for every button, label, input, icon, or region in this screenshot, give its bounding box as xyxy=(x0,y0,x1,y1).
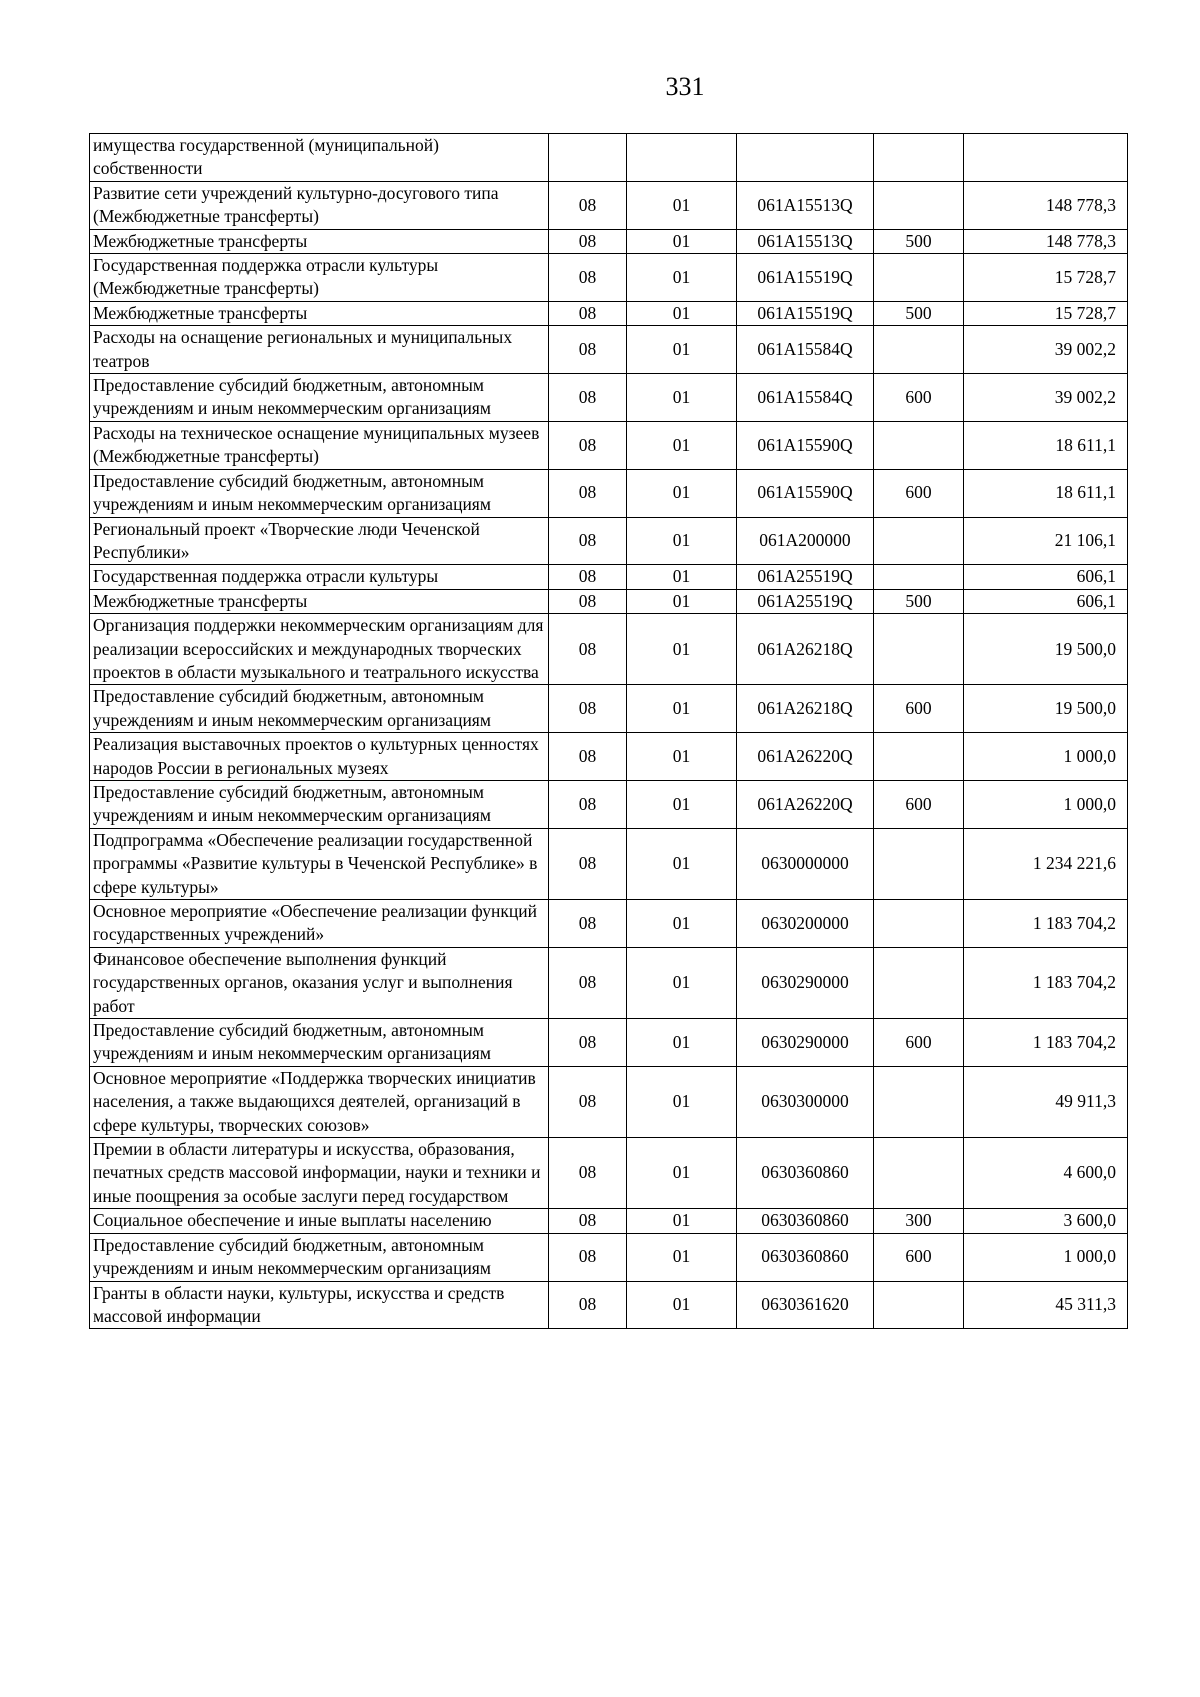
section-code-cell: 08 xyxy=(549,326,627,374)
subsection-code-cell: 01 xyxy=(627,469,737,517)
subsection-code-cell: 01 xyxy=(627,1233,737,1281)
expense-type-cell xyxy=(874,1281,964,1329)
amount-cell: 15 728,7 xyxy=(964,254,1128,302)
target-article-cell: 0630360860 xyxy=(737,1233,874,1281)
subsection-code-cell: 01 xyxy=(627,828,737,899)
section-code-cell: 08 xyxy=(549,1281,627,1329)
expense-type-cell: 600 xyxy=(874,1019,964,1067)
amount-cell: 1 234 221,6 xyxy=(964,828,1128,899)
table-row xyxy=(90,301,1128,325)
amount-cell: 148 778,3 xyxy=(964,229,1128,253)
expense-type-cell xyxy=(874,254,964,302)
table-row xyxy=(90,947,1128,1018)
subsection-code-cell: 01 xyxy=(627,733,737,781)
section-code-cell: 08 xyxy=(549,685,627,733)
amount-cell: 1 183 704,2 xyxy=(964,900,1128,948)
table-row xyxy=(90,1019,1128,1067)
item-name-cell: Предоставление субсидий бюджетным, автономным учреждениям и иным некоммерческим организациям xyxy=(90,374,549,422)
table-row xyxy=(90,565,1128,589)
expense-type-cell: 600 xyxy=(874,469,964,517)
subsection-code-cell: 01 xyxy=(627,421,737,469)
table-row xyxy=(90,181,1128,229)
subsection-code-cell: 01 xyxy=(627,685,737,733)
expense-type-cell xyxy=(874,947,964,1018)
amount-cell: 3 600,0 xyxy=(964,1209,1128,1233)
subsection-code-cell: 01 xyxy=(627,947,737,1018)
amount-cell: 18 611,1 xyxy=(964,421,1128,469)
item-name-cell: Предоставление субсидий бюджетным, автономным учреждениям и иным некоммерческим организациям xyxy=(90,1019,549,1067)
subsection-code-cell: 01 xyxy=(627,374,737,422)
section-code-cell: 08 xyxy=(549,374,627,422)
section-code-cell xyxy=(549,134,627,182)
amount-cell: 1 183 704,2 xyxy=(964,1019,1128,1067)
table-row xyxy=(90,134,1128,182)
target-article-cell: 061A15519Q xyxy=(737,254,874,302)
item-name-cell: Социальное обеспечение и иные выплаты населению xyxy=(90,1209,549,1233)
table-row xyxy=(90,1209,1128,1233)
item-name-cell: Финансовое обеспечение выполнения функций государственных органов, оказания услуг и выполнения работ xyxy=(90,947,549,1018)
item-name-cell: Предоставление субсидий бюджетным, автономным учреждениям и иным некоммерческим организациям xyxy=(90,685,549,733)
section-code-cell: 08 xyxy=(549,229,627,253)
item-name-cell: Межбюджетные трансферты xyxy=(90,301,549,325)
target-article-cell: 061A15519Q xyxy=(737,301,874,325)
subsection-code-cell: 01 xyxy=(627,326,737,374)
target-article-cell: 0630360860 xyxy=(737,1138,874,1209)
target-article-cell: 061A15513Q xyxy=(737,229,874,253)
amount-cell: 1 000,0 xyxy=(964,733,1128,781)
target-article-cell: 061A15584Q xyxy=(737,374,874,422)
amount-cell: 19 500,0 xyxy=(964,685,1128,733)
table-row xyxy=(90,589,1128,613)
section-code-cell: 08 xyxy=(549,1066,627,1137)
section-code-cell: 08 xyxy=(549,828,627,899)
target-article-cell: 061A15584Q xyxy=(737,326,874,374)
section-code-cell: 08 xyxy=(549,733,627,781)
item-name-cell: Государственная поддержка отрасли культуры xyxy=(90,565,549,589)
expense-type-cell xyxy=(874,1066,964,1137)
subsection-code-cell: 01 xyxy=(627,301,737,325)
subsection-code-cell: 01 xyxy=(627,780,737,828)
target-article-cell: 061A26218Q xyxy=(737,685,874,733)
section-code-cell: 08 xyxy=(549,301,627,325)
expense-type-cell xyxy=(874,326,964,374)
subsection-code-cell: 01 xyxy=(627,900,737,948)
subsection-code-cell: 01 xyxy=(627,589,737,613)
target-article-cell: 0630000000 xyxy=(737,828,874,899)
table-row xyxy=(90,374,1128,422)
expense-type-cell xyxy=(874,900,964,948)
item-name-cell: Подпрограмма «Обеспечение реализации государственной программы «Развитие культуры в Чеченской Республике» в сфере культуры» xyxy=(90,828,549,899)
target-article-cell: 0630361620 xyxy=(737,1281,874,1329)
target-article-cell: 061A15590Q xyxy=(737,469,874,517)
expense-type-cell xyxy=(874,565,964,589)
amount-cell: 15 728,7 xyxy=(964,301,1128,325)
item-name-cell: Премии в области литературы и искусства, образования, печатных средств массовой информации, науки и техники и иные поощрения за особые заслуги перед государством xyxy=(90,1138,549,1209)
expense-type-cell xyxy=(874,733,964,781)
target-article-cell: 061A25519Q xyxy=(737,589,874,613)
target-article-cell: 0630300000 xyxy=(737,1066,874,1137)
subsection-code-cell xyxy=(627,134,737,182)
amount-cell: 21 106,1 xyxy=(964,517,1128,565)
target-article-cell: 061A15590Q xyxy=(737,421,874,469)
target-article-cell: 0630290000 xyxy=(737,1019,874,1067)
section-code-cell: 08 xyxy=(549,780,627,828)
item-name-cell: Расходы на оснащение региональных и муниципальных театров xyxy=(90,326,549,374)
expense-type-cell: 500 xyxy=(874,589,964,613)
section-code-cell: 08 xyxy=(549,1138,627,1209)
item-name-cell: Предоставление субсидий бюджетным, автономным учреждениям и иным некоммерческим организациям xyxy=(90,469,549,517)
expense-type-cell: 600 xyxy=(874,685,964,733)
amount-cell: 148 778,3 xyxy=(964,181,1128,229)
subsection-code-cell: 01 xyxy=(627,181,737,229)
expense-type-cell: 600 xyxy=(874,1233,964,1281)
item-name-cell: Организация поддержки некоммерческим организациям для реализации всероссийских и международных творческих проектов в области музыкального и театрального искусства xyxy=(90,614,549,685)
subsection-code-cell: 01 xyxy=(627,254,737,302)
subsection-code-cell: 01 xyxy=(627,565,737,589)
item-name-cell: Основное мероприятие «Обеспечение реализации функций государственных учреждений» xyxy=(90,900,549,948)
table-body xyxy=(90,134,1128,1329)
subsection-code-cell: 01 xyxy=(627,517,737,565)
target-article-cell: 061A26220Q xyxy=(737,733,874,781)
section-code-cell: 08 xyxy=(549,900,627,948)
table-row xyxy=(90,1138,1128,1209)
target-article-cell: 0630290000 xyxy=(737,947,874,1018)
section-code-cell: 08 xyxy=(549,421,627,469)
item-name-cell: Предоставление субсидий бюджетным, автономным учреждениям и иным некоммерческим организациям xyxy=(90,780,549,828)
expense-type-cell: 600 xyxy=(874,780,964,828)
item-name-cell: Основное мероприятие «Поддержка творческих инициатив населения, а также выдающихся деятелей, организаций в сфере культуры, творческих союзов» xyxy=(90,1066,549,1137)
table-row xyxy=(90,421,1128,469)
target-article-cell: 061A15513Q xyxy=(737,181,874,229)
table-row xyxy=(90,469,1128,517)
section-code-cell: 08 xyxy=(549,517,627,565)
table-row xyxy=(90,780,1128,828)
amount-cell: 1 000,0 xyxy=(964,1233,1128,1281)
amount-cell: 1 000,0 xyxy=(964,780,1128,828)
subsection-code-cell: 01 xyxy=(627,1019,737,1067)
section-code-cell: 08 xyxy=(549,565,627,589)
table-row xyxy=(90,900,1128,948)
expense-type-cell xyxy=(874,134,964,182)
amount-cell: 49 911,3 xyxy=(964,1066,1128,1137)
subsection-code-cell: 01 xyxy=(627,1138,737,1209)
page-number: 331 xyxy=(665,72,705,101)
amount-cell: 606,1 xyxy=(964,565,1128,589)
table-row xyxy=(90,685,1128,733)
expense-type-cell xyxy=(874,614,964,685)
table-row xyxy=(90,828,1128,899)
table-row xyxy=(90,614,1128,685)
table-row xyxy=(90,1233,1128,1281)
amount-cell: 1 183 704,2 xyxy=(964,947,1128,1018)
section-code-cell: 08 xyxy=(549,947,627,1018)
amount-cell xyxy=(964,134,1128,182)
target-article-cell: 0630360860 xyxy=(737,1209,874,1233)
expense-type-cell: 500 xyxy=(874,229,964,253)
expense-type-cell xyxy=(874,181,964,229)
section-code-cell: 08 xyxy=(549,254,627,302)
expense-type-cell: 500 xyxy=(874,301,964,325)
budget-table xyxy=(89,133,1128,1329)
item-name-cell: Расходы на техническое оснащение муниципальных музеев (Межбюджетные трансферты) xyxy=(90,421,549,469)
item-name-cell: Региональный проект «Творческие люди Чеченской Республики» xyxy=(90,517,549,565)
amount-cell: 19 500,0 xyxy=(964,614,1128,685)
table-row xyxy=(90,1066,1128,1137)
item-name-cell: Развитие сети учреждений культурно-досугового типа (Межбюджетные трансферты) xyxy=(90,181,549,229)
target-article-cell xyxy=(737,134,874,182)
target-article-cell: 061A26218Q xyxy=(737,614,874,685)
section-code-cell: 08 xyxy=(549,181,627,229)
target-article-cell: 0630200000 xyxy=(737,900,874,948)
target-article-cell: 061A26220Q xyxy=(737,780,874,828)
subsection-code-cell: 01 xyxy=(627,229,737,253)
amount-cell: 39 002,2 xyxy=(964,326,1128,374)
item-name-cell: имущества государственной (муниципальной) собственности xyxy=(90,134,549,182)
section-code-cell: 08 xyxy=(549,1019,627,1067)
amount-cell: 4 600,0 xyxy=(964,1138,1128,1209)
table-row xyxy=(90,733,1128,781)
amount-cell: 606,1 xyxy=(964,589,1128,613)
table-row xyxy=(90,229,1128,253)
section-code-cell: 08 xyxy=(549,1209,627,1233)
expense-type-cell: 300 xyxy=(874,1209,964,1233)
amount-cell: 18 611,1 xyxy=(964,469,1128,517)
expense-type-cell xyxy=(874,517,964,565)
table-row xyxy=(90,326,1128,374)
target-article-cell: 061A200000 xyxy=(737,517,874,565)
expense-type-cell xyxy=(874,421,964,469)
section-code-cell: 08 xyxy=(549,589,627,613)
section-code-cell: 08 xyxy=(549,1233,627,1281)
item-name-cell: Предоставление субсидий бюджетным, автономным учреждениям и иным некоммерческим организациям xyxy=(90,1233,549,1281)
item-name-cell: Межбюджетные трансферты xyxy=(90,229,549,253)
expense-type-cell xyxy=(874,828,964,899)
subsection-code-cell: 01 xyxy=(627,1209,737,1233)
section-code-cell: 08 xyxy=(549,469,627,517)
table-row xyxy=(90,1281,1128,1329)
subsection-code-cell: 01 xyxy=(627,1066,737,1137)
subsection-code-cell: 01 xyxy=(627,1281,737,1329)
amount-cell: 39 002,2 xyxy=(964,374,1128,422)
expense-type-cell xyxy=(874,1138,964,1209)
amount-cell: 45 311,3 xyxy=(964,1281,1128,1329)
table-row xyxy=(90,254,1128,302)
item-name-cell: Межбюджетные трансферты xyxy=(90,589,549,613)
item-name-cell: Государственная поддержка отрасли культуры (Межбюджетные трансферты) xyxy=(90,254,549,302)
item-name-cell: Гранты в области науки, культуры, искусства и средств массовой информации xyxy=(90,1281,549,1329)
table-row xyxy=(90,517,1128,565)
item-name-cell: Реализация выставочных проектов о культурных ценностях народов России в региональных музеях xyxy=(90,733,549,781)
subsection-code-cell: 01 xyxy=(627,614,737,685)
expense-type-cell: 600 xyxy=(874,374,964,422)
section-code-cell: 08 xyxy=(549,614,627,685)
target-article-cell: 061A25519Q xyxy=(737,565,874,589)
